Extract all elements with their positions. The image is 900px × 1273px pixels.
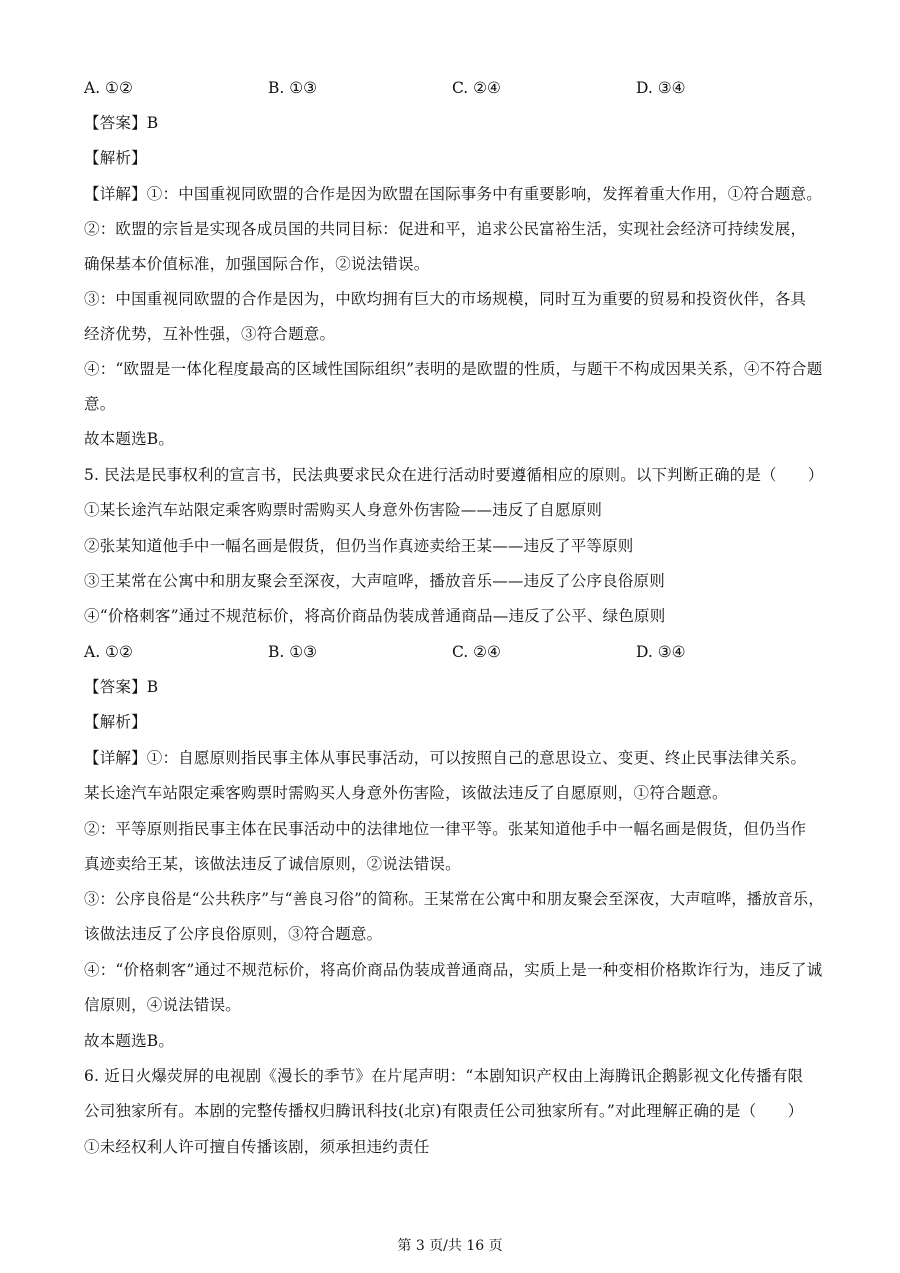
q6-statement: ①未经权利人许可擅自传播该剧，须承担违约责任 bbox=[84, 1138, 430, 1156]
q5-conclusion: 故本题选B。 bbox=[84, 1032, 175, 1050]
q4-conclusion: 故本题选B。 bbox=[84, 430, 175, 448]
q5-option-a: A. ①② bbox=[84, 643, 133, 661]
q5-option-d: D. ③④ bbox=[636, 643, 686, 661]
q4-detail-line: 经济优势，互补性强，③符合题意。 bbox=[84, 325, 336, 343]
page-footer: 第 3 页/共 16 页 bbox=[397, 1238, 503, 1254]
q4-analysis-heading: 【解析】 bbox=[84, 149, 147, 167]
q6-stem-line: 6. 近日火爆荧屏的电视剧《漫长的季节》在片尾声明：“本剧知识产权由上海腾讯企鹅影视文化传播有限 bbox=[84, 1067, 804, 1085]
q5-detail-line: 信原则，④说法错误。 bbox=[84, 996, 242, 1014]
q4-detail-line: 意。 bbox=[84, 395, 116, 413]
q5-analysis-heading: 【解析】 bbox=[84, 713, 147, 731]
q6-stem-line: 公司独家所有。本剧的完整传播权归腾讯科技(北京)有限责任公司独家所有。”对此理解正确的是（ ） bbox=[84, 1102, 804, 1120]
q5-detail-line: ④：“价格刺客”通过不规范标价，将高价商品伪装成普通商品，实质上是一种变相价格欺诈行为，违反了诚 bbox=[84, 961, 823, 979]
q4-detail-line: 确保基本价值标准，加强国际合作，②说法错误。 bbox=[84, 255, 430, 273]
q4-detail-line: ③：中国重视同欧盟的合作是因为，中欧均拥有巨大的市场规模，同时互为重要的贸易和投资伙伴，各具 bbox=[84, 290, 807, 308]
q5-option-b: B. ①③ bbox=[268, 643, 318, 661]
q4-option-c: C. ②④ bbox=[452, 79, 501, 97]
q5-answer: 【答案】B bbox=[84, 678, 159, 696]
q5-detail-line: ③：公序良俗是“公共秩序”与“善良习俗”的简称。王某常在公寓中和朋友聚会至深夜，大声喧哗，播放音乐， bbox=[84, 890, 824, 908]
q4-detail-line: ②：欧盟的宗旨是实现各成员国的共同目标：促进和平，追求公民富裕生活，实现社会经济可持续发展， bbox=[84, 220, 807, 238]
q5-detail-line: 某长途汽车站限定乘客购票时需购买人身意外伤害险，该做法违反了自愿原则，①符合题意。 bbox=[84, 784, 728, 802]
q4-detail-line: 【详解】①：中国重视同欧盟的合作是因为欧盟在国际事务中有重要影响，发挥着重大作用，①符合题意。 bbox=[84, 185, 822, 203]
q5-statement: ③王某常在公寓中和朋友聚会至深夜，大声喧哗，播放音乐——违反了公序良俗原则 bbox=[84, 572, 665, 590]
q5-detail-line: 真迹卖给王某，该做法违反了诚信原则，②说法错误。 bbox=[84, 855, 461, 873]
q5-statement: ④“价格刺客”通过不规范标价，将高价商品伪装成普通商品—违反了公平、绿色原则 bbox=[84, 607, 666, 625]
q4-option-d: D. ③④ bbox=[636, 79, 686, 97]
q5-detail-line: 【详解】①：自愿原则指民事主体从事民事活动，可以按照自己的意思设立、变更、终止民事法律关系。 bbox=[84, 749, 807, 767]
q4-answer: 【答案】B bbox=[84, 114, 159, 132]
q5-stem: 5. 民法是民事权利的宣言书，民法典要求民众在进行活动时要遵循相应的原则。以下判断正确的是（ ） bbox=[84, 466, 824, 484]
q5-detail-line: ②：平等原则指民事主体在民事活动中的法律地位一律平等。张某知道他手中一幅名画是假货，但仍当作 bbox=[84, 820, 807, 838]
q5-statement: ①某长途汽车站限定乘客购票时需购买人身意外伤害险——违反了自愿原则 bbox=[84, 501, 603, 519]
q4-option-a: A. ①② bbox=[84, 79, 133, 97]
q5-option-c: C. ②④ bbox=[452, 643, 501, 661]
q4-option-b: B. ①③ bbox=[268, 79, 318, 97]
q4-detail-line: ④：“欧盟是一体化程度最高的区域性国际组织”表明的是欧盟的性质，与题干不构成因果关系，④不符合题 bbox=[84, 360, 823, 378]
q5-detail-line: 该做法违反了公序良俗原则，③符合题意。 bbox=[84, 925, 383, 943]
q5-statement: ②张某知道他手中一幅名画是假货，但仍当作真迹卖给王某——违反了平等原则 bbox=[84, 537, 634, 555]
